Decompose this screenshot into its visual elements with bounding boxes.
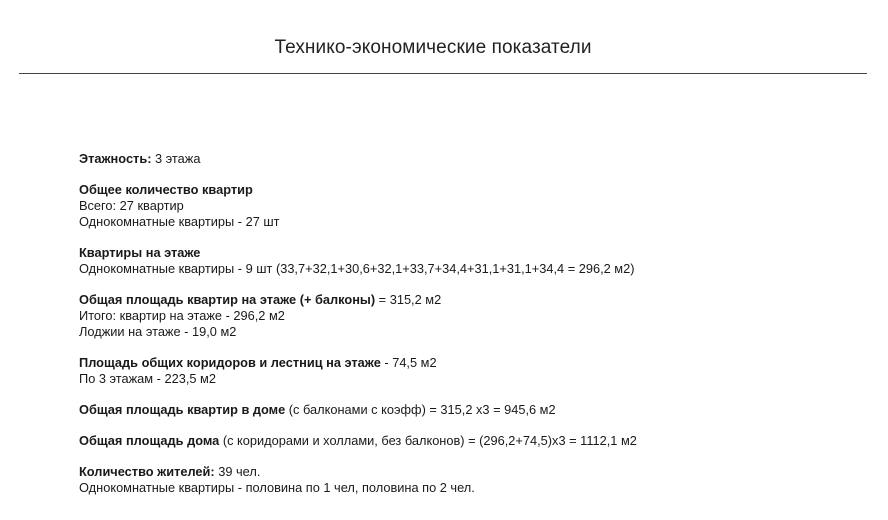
residents-value: 39 чел. bbox=[214, 464, 261, 479]
page-title: Технико-экономические показатели bbox=[274, 36, 592, 58]
floors-section bbox=[79, 151, 859, 167]
total-apartments-heading: Общее количество квартир bbox=[79, 182, 253, 197]
residents-section bbox=[79, 464, 859, 496]
house-apartments-area-value: (с балконами с коэфф) = 315,2 х3 = 945,6 м2 bbox=[285, 402, 556, 417]
house-area-section bbox=[79, 433, 859, 449]
corridors-label: Площадь общих коридоров и лестниц на этаже bbox=[79, 355, 381, 370]
house-apartments-area-label: Общая площадь квартир в доме bbox=[79, 402, 286, 417]
residents-label: Количество жителей: bbox=[79, 464, 215, 479]
floor-apartments-area: Итого: квартир на этаже - 296,2 м2 bbox=[79, 308, 285, 323]
floor-area-line bbox=[79, 292, 859, 308]
corridors-value: - 74,5 м2 bbox=[380, 355, 437, 370]
floor-apartments-heading: Квартиры на этаже bbox=[79, 245, 201, 260]
floors-label: Этажность: bbox=[79, 151, 152, 166]
one-room-apartments-count: Однокомнатные квартиры - 27 шт bbox=[79, 214, 280, 229]
floor-loggias-area: Лоджии на этаже - 19,0 м2 bbox=[79, 324, 237, 339]
floors-value: 3 этажа bbox=[151, 151, 201, 166]
house-area-value: (с коридорами и холлами, без балконов) = (296,2+74,5)х3 = 1112,1 м2 bbox=[219, 433, 637, 448]
floor-area-value: = 315,2 м2 bbox=[375, 292, 442, 307]
indicators-list bbox=[79, 151, 859, 511]
house-area-label: Общая площадь дома bbox=[79, 433, 220, 448]
residents-line bbox=[79, 464, 859, 480]
corridors-total: По 3 этажам - 223,5 м2 bbox=[79, 371, 216, 386]
house-area-line bbox=[79, 433, 859, 449]
floors-line bbox=[79, 151, 859, 167]
total-apartments-count: Всего: 27 квартир bbox=[79, 198, 184, 213]
residents-note: Однокомнатные квартиры - половина по 1 чел, половина по 2 чел. bbox=[79, 480, 475, 495]
floor-apartments-section bbox=[79, 245, 859, 277]
house-apartments-area-line bbox=[79, 402, 859, 418]
title-divider bbox=[19, 73, 867, 74]
corridors-section bbox=[79, 355, 859, 387]
corridors-line bbox=[79, 355, 859, 371]
floor-area-section bbox=[79, 292, 859, 340]
floor-area-label: Общая площадь квартир на этаже (+ балконы) bbox=[79, 292, 376, 307]
floor-one-room-apartments: Однокомнатные квартиры - 9 шт (33,7+32,1+30,6+32,1+33,7+34,4+31,1+31,1+34,4 = 296,2 м2) bbox=[79, 261, 635, 276]
total-apartments-section bbox=[79, 182, 859, 230]
house-apartments-area-section bbox=[79, 402, 859, 418]
